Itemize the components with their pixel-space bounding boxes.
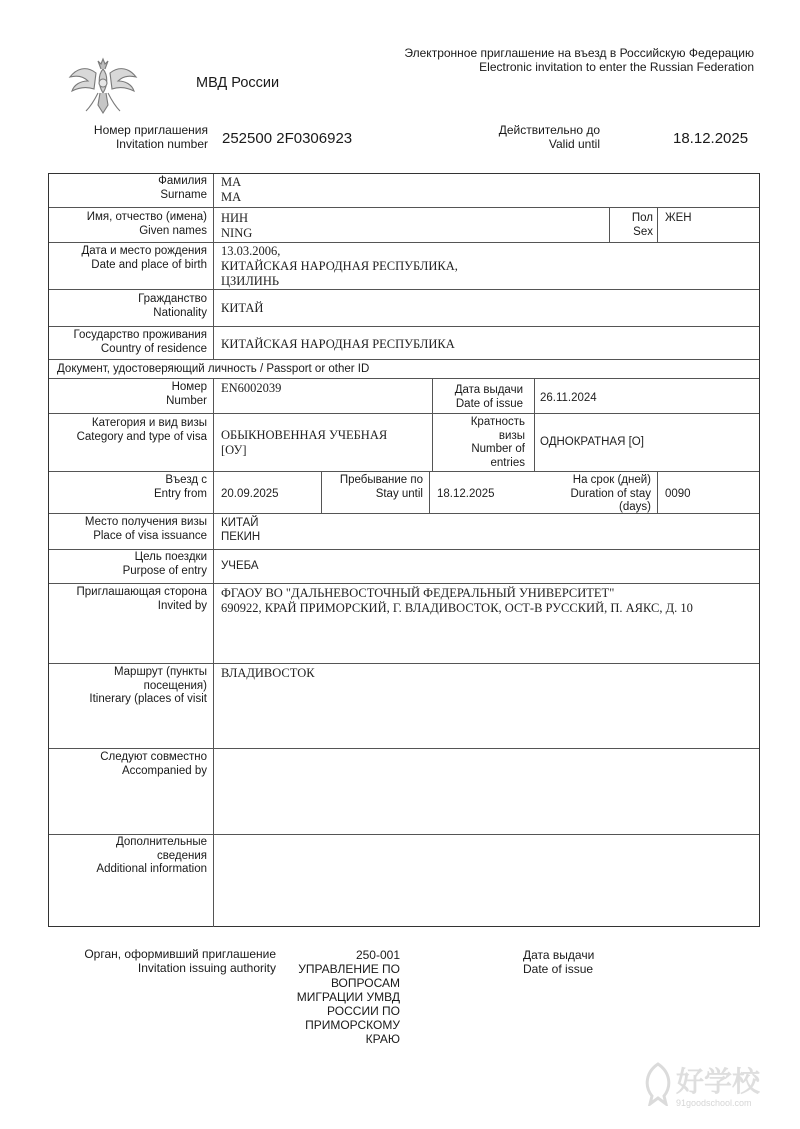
passport-issue-label-en: Date of issue (455, 397, 523, 410)
duration-label-ru: На срок (дней) (572, 474, 651, 486)
issue-date-label-en: Date of issue (523, 962, 594, 976)
issuing-authority-code: 250-001 (355, 948, 400, 962)
inviting-organization: ФГАОУ ВО "ДАЛЬНЕВОСТОЧНЫЙ ФЕДЕРАЛЬНЫЙ УНИВЕРСИТЕТ" (221, 586, 615, 600)
issuing-authority-line: КРАЮ (365, 1032, 400, 1046)
nationality-value: КИТАЙ (221, 301, 264, 315)
visa-type-code: [ОУ] (221, 443, 247, 457)
invitation-number-label-en: Invitation number (115, 137, 208, 151)
issuing-authority-line: ВОПРОСАМ (330, 976, 400, 990)
surname-value-ru: МА (221, 175, 242, 189)
issuing-authority-label-ru: Орган, оформивший приглашение (84, 947, 276, 961)
visa-entries-label-ru: Кратность (470, 416, 525, 428)
sex-label-en: Sex (633, 225, 653, 238)
entry-from-value: 20.09.2025 (221, 488, 279, 500)
watermark-logo-icon (640, 1062, 676, 1106)
duration-value: 0090 (665, 488, 691, 500)
agency-name: МВД России (196, 75, 280, 91)
sex-label-ru: Пол (631, 212, 653, 224)
invited-by-label-ru: Приглашающая сторона (76, 586, 207, 598)
issue-date-label-ru: Дата выдачи (523, 948, 595, 962)
accompanied-label-ru: Следуют совместно (100, 751, 207, 763)
residence-label-en: Country of residence (100, 342, 207, 355)
valid-until-date: 18.12.2025 (673, 130, 749, 147)
birth-label-ru: Дата и место рождения (81, 245, 207, 257)
itinerary-label-en: Itinerary (places of visit (89, 693, 207, 705)
surname-value-en: MA (221, 190, 242, 204)
entry-from-label-ru: Въезд с (165, 474, 207, 486)
visa-place-label-ru: Место получения визы (84, 516, 207, 528)
watermark-text: 好学校 (676, 1065, 761, 1098)
emblem-icon (68, 55, 138, 117)
watermark (640, 1058, 790, 1118)
accompanied-label-en: Accompanied by (121, 764, 207, 777)
purpose-value: УЧЕБА (221, 560, 259, 572)
birth-label-en: Date and place of birth (91, 258, 207, 271)
valid-until-label-en: Valid until (548, 137, 600, 151)
passport-issue-date: 26.11.2024 (540, 392, 597, 404)
passport-number-label-en: Number (166, 394, 207, 407)
valid-until-label-ru: Действительно до (498, 123, 600, 137)
given-names-value-en: NING (221, 226, 253, 240)
visa-type-label-en: Category and type of visa (76, 430, 207, 443)
purpose-label-en: Purpose of entry (122, 564, 207, 577)
nationality-label-ru: Гражданство (138, 293, 207, 305)
issuing-authority-line: МИГРАЦИИ УМВД (296, 990, 400, 1004)
visa-type-value: ОБЫКНОВЕННАЯ УЧЕБНАЯ (221, 428, 388, 442)
surname-label-en: Surname (160, 188, 207, 201)
issuing-authority-line: УПРАВЛЕНИЕ ПО (298, 962, 400, 976)
stay-until-label-ru: Пребывание по (339, 474, 423, 486)
birth-date: 13.03.2006, (221, 244, 281, 258)
identity-document-header: Документ, удостоверяющий личность / Passport or other ID (57, 363, 370, 375)
birth-city: ЦЗИЛИНЬ (221, 274, 280, 288)
issuing-authority-label-en: Invitation issuing authority (137, 960, 276, 975)
purpose-label-ru: Цель поездки (134, 551, 207, 563)
entry-from-label-en: Entry from (153, 487, 207, 500)
birth-country: КИТАЙСКАЯ НАРОДНАЯ РЕСПУБЛИКА, (221, 259, 458, 273)
issuing-authority (284, 948, 400, 1046)
itinerary-value: ВЛАДИВОСТОК (221, 666, 315, 680)
visa-place-label-en: Place of visa issuance (93, 529, 207, 542)
visa-type-label-ru: Категория и вид визы (91, 417, 207, 429)
invitation-number: 252500 2F0306923 (222, 130, 353, 147)
duration-label-en2: (days) (619, 501, 651, 513)
passport-number-value: EN6002039 (221, 381, 282, 395)
additional-label-en: Additional information (96, 863, 207, 875)
inviting-address: 690922, КРАЙ ПРИМОРСКИЙ, Г. ВЛАДИВОСТОК, ОСТ-В РУССКИЙ, П. АЯКС, Д. 10 (221, 601, 693, 615)
residence-value: КИТАЙСКАЯ НАРОДНАЯ РЕСПУБЛИКА (221, 337, 455, 351)
itinerary-label-ru: Маршрут (пункты (113, 666, 207, 678)
invitation-number-label-ru: Номер приглашения (93, 123, 208, 137)
itinerary-label-ru2: посещения) (143, 679, 207, 692)
issuing-authority-line: РОССИИ ПО (327, 1004, 400, 1018)
visa-entries-label-ru2: визы (498, 429, 525, 442)
given-names-value-ru: НИН (221, 211, 249, 225)
additional-label-ru: Дополнительные (115, 836, 207, 848)
watermark-subtext: 91goodschool.com (676, 1098, 752, 1108)
stay-until-label-en: Stay until (375, 487, 423, 500)
additional-label-ru2: сведения (157, 849, 207, 862)
passport-number-label-ru: Номер (171, 381, 207, 393)
passport-issue-label-ru: Дата выдачи (454, 384, 523, 396)
visa-entries-label-en2: entries (490, 456, 525, 469)
given-names-label-ru: Имя, отчество (имена) (86, 211, 207, 223)
invited-by-label-en: Invited by (157, 599, 207, 612)
surname-label-ru: Фамилия (158, 175, 207, 187)
visa-place-country: КИТАЙ (221, 517, 259, 529)
duration-label-en: Duration of stay (570, 487, 651, 500)
visa-entries-value: ОДНОКРАТНАЯ [О] (540, 436, 644, 448)
residence-label-ru: Государство проживания (73, 329, 207, 341)
visa-place-city: ПЕКИН (221, 531, 261, 543)
sex-value: ЖЕН (665, 212, 692, 224)
document-title-en: Electronic invitation to enter the Russian Federation (479, 60, 754, 74)
invitation-form (48, 173, 760, 927)
given-names-label-en: Given names (139, 224, 207, 237)
issuing-authority-line: ПРИМОРСКОМУ (305, 1018, 400, 1032)
document-title-ru: Электронное приглашение на въезд в Российскую Федерацию (404, 46, 754, 60)
stay-until-value: 18.12.2025 (437, 488, 495, 500)
nationality-label-en: Nationality (153, 306, 207, 319)
visa-entries-label-en: Number of (471, 443, 525, 455)
